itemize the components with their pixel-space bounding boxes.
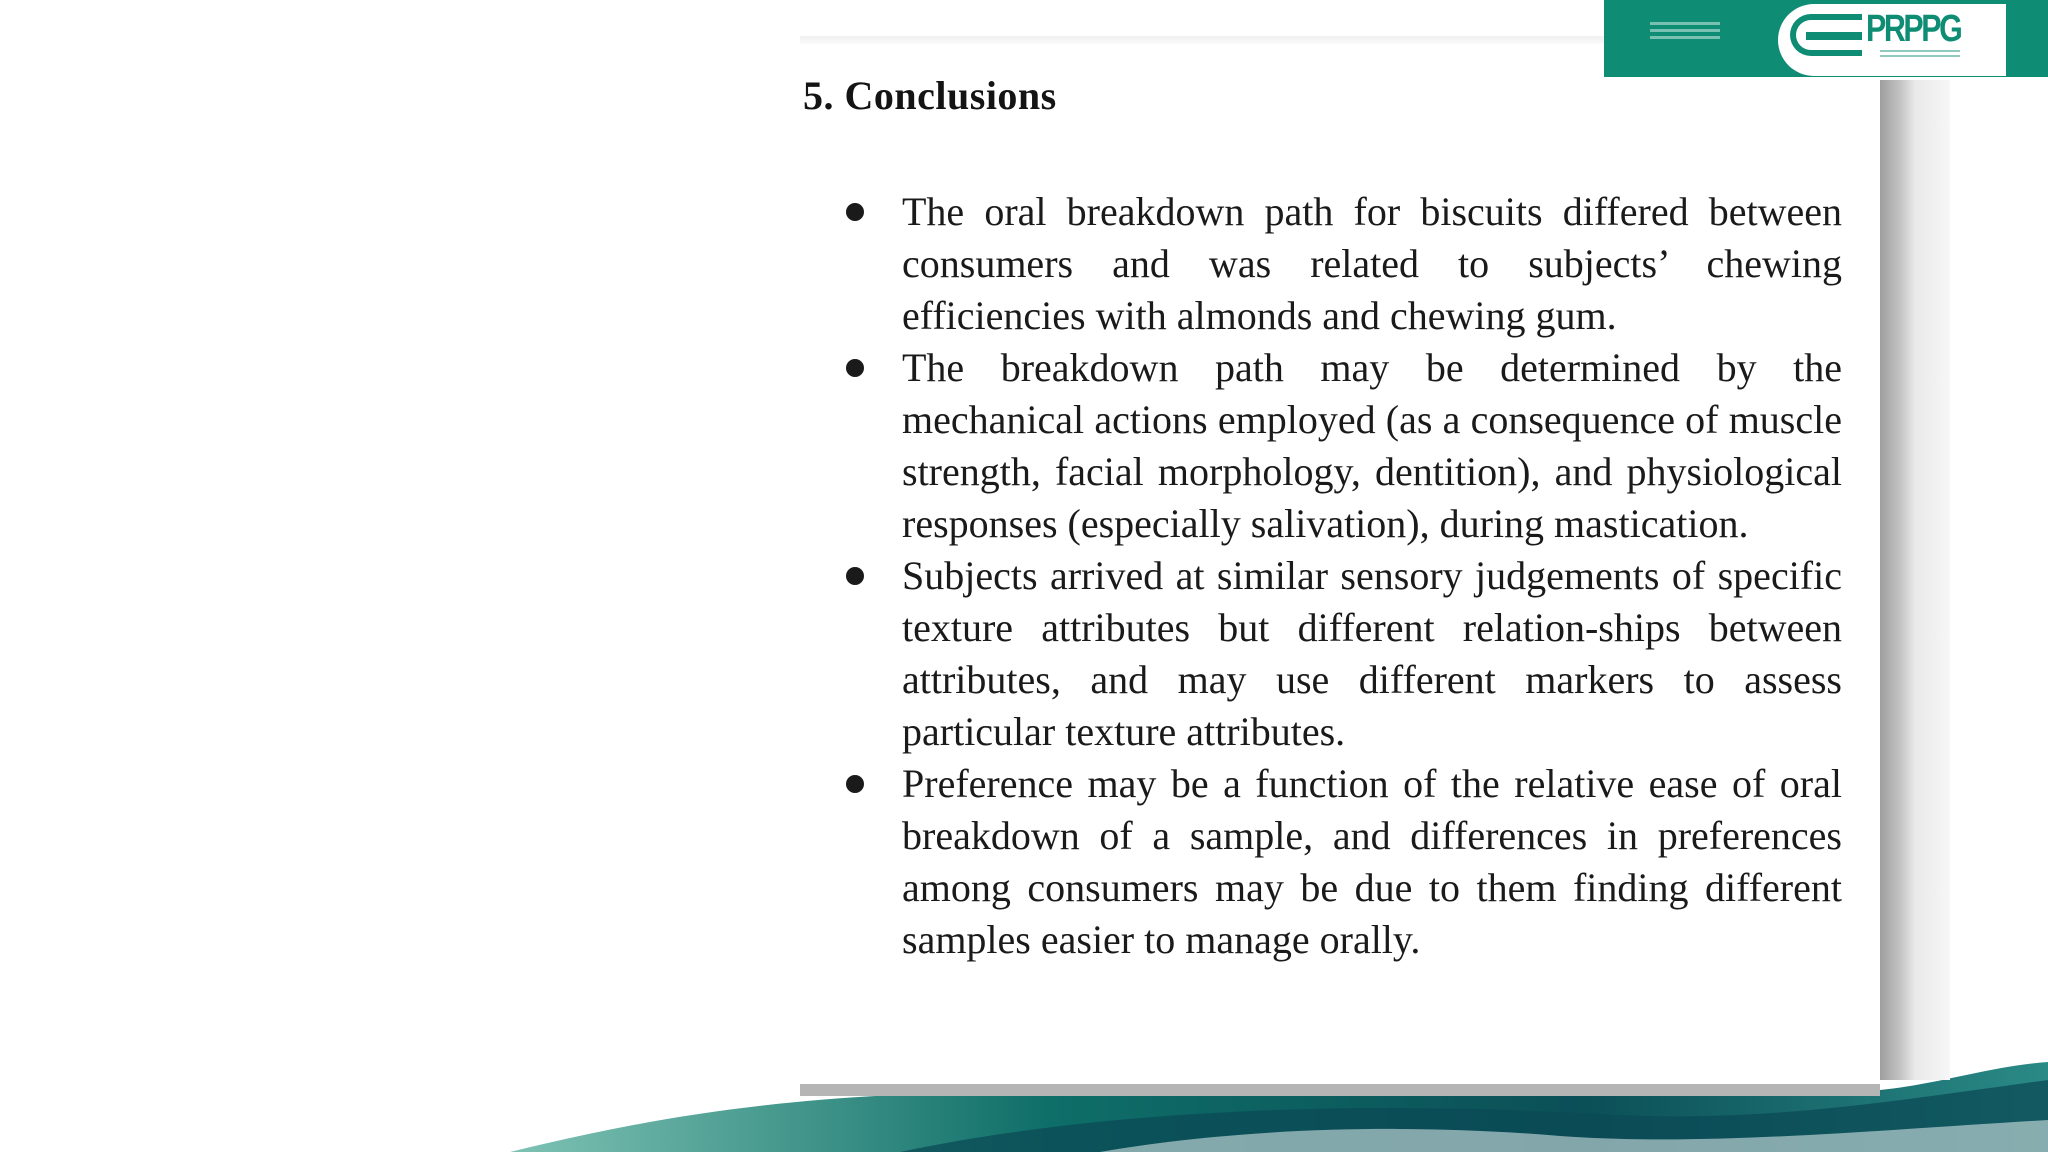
list-item-text: Preference may be a function of the relative ease of oral breakdown of a sample, and differences in preferences among consumers may be due to them finding different samples easier to manage orally. — [902, 761, 1842, 962]
list-item-text: Subjects arrived at similar sensory judgements of specific texture attributes but different relation-ships between attributes, and may use different markers to assess particular texture attributes. — [902, 553, 1842, 754]
list-item-text: The breakdown path may be determined by the mechanical actions employed (as a consequence of muscle strength, facial morphology, dentition), and physiological responses (especially salivation), during mastication. — [902, 345, 1842, 546]
logo-subtitle-lines — [1880, 50, 1960, 60]
page-shadow-soft — [1914, 80, 1950, 1080]
prppg-logo-text: PRPPG — [1866, 8, 1961, 50]
list-item — [846, 758, 1842, 966]
page-shadow — [1880, 80, 1914, 1080]
bullet-icon — [846, 567, 864, 585]
list-item — [846, 550, 1842, 758]
list-item — [846, 186, 1842, 342]
list-item — [846, 342, 1842, 550]
list-item-text: The oral breakdown path for biscuits differed between consumers and was related to subjects’ chewing efficiencies with almonds and chewing gum. — [902, 189, 1842, 338]
conclusions-list — [846, 186, 1842, 966]
page-bottom-edge — [800, 1084, 1880, 1096]
bullet-icon — [846, 775, 864, 793]
logo-bar-icon — [1806, 32, 1862, 40]
bullet-icon — [846, 359, 864, 377]
bullet-icon — [846, 203, 864, 221]
university-logo — [1650, 22, 1720, 46]
section-heading: 5. Conclusions — [803, 73, 1057, 118]
